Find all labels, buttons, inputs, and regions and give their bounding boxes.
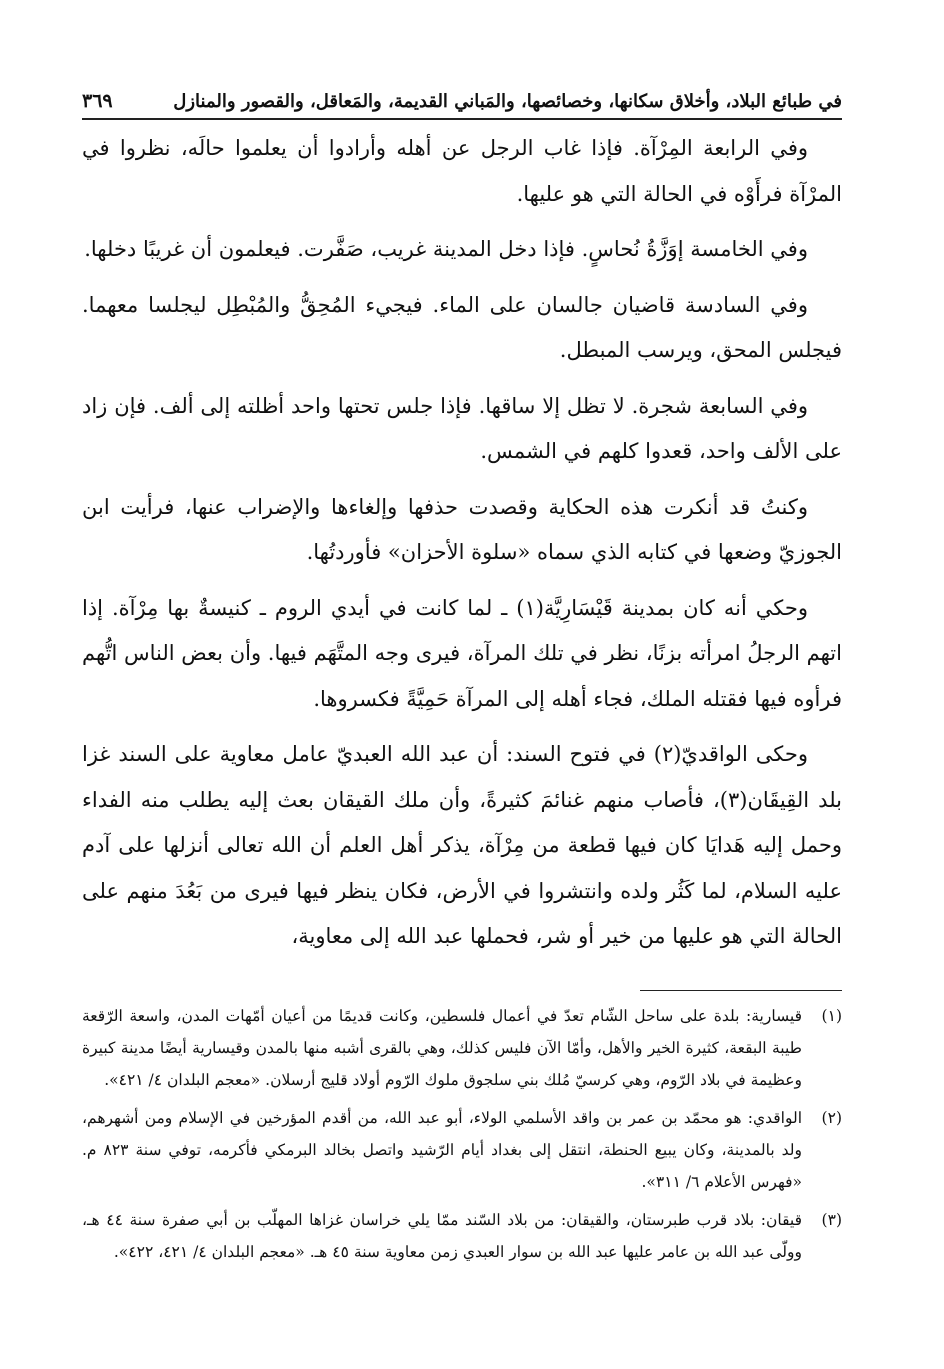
- footnote-separator: [640, 990, 842, 991]
- footnote: [82, 1204, 842, 1268]
- footnote-number: (٢): [821, 1109, 842, 1127]
- footnote-number: (٣): [821, 1211, 842, 1229]
- page-number: ٣٦٩: [82, 90, 113, 112]
- running-header: [82, 62, 842, 120]
- paragraph: وحكى الواقديّ(٢) في فتوح السند: أن عبد الله العبديّ عامل معاوية على السند غزا بلد القِيقَان(٣)، فأصاب منهم غنائمَ كثيرةً، وأن ملك القيقان بعث إليه يطلب منه الفداء وحمل إليه هَدايَا كان فيها قطعة من مِرْآة، يذكر أهل العلم أن الله تعالى أنزلها على آدم عليه السلام، لما كَثُر ولده وانتشروا في الأرض، فكان ينظر فيها فيرى من بَعُدَ منهم على الحالة التي هو عليها من خير أو شر، فحملها عبد الله إلى معاوية،: [82, 742, 843, 948]
- header-title: في طبائع البلاد، وأخلاق سكانها، وخصائصها، والمَباني القديمة، والمَعاقل، والقصور والمنازل: [173, 91, 842, 112]
- paragraph: وحكي أنه كان بمدينة قَيْسَارِيَّة(١) ـ لما كانت في أيدي الروم ـ كنيسةٌ بها مِرْآة. إذا اتهم الرجلُ امرأته بزنًا، نظر في تلك المرآة، فيرى وجه المتَّهَم فيها. وأن بعض الناس اتُّهم فرأوه فيها فقتله الملك، فجاء أهله إلى المرآة حَمِيَّةً فكسروها.: [82, 595, 842, 711]
- footnote-number: (١): [821, 1007, 842, 1025]
- paragraph: وفي السادسة قاضيان جالسان على الماء. فيجيء المُحِقُّ والمُبْطِل ليجلسا معهما. فيجلس المحق، ويرسب المبطل.: [82, 292, 842, 362]
- footnote: [82, 1102, 842, 1198]
- footnote-text: الواقدي: هو محمّد بن عمر بن واقد الأسلمي الولاء، أبو عبد الله، من أقدم المؤرخين في الإسلام ومن أشهرهم، ولد بالمدينة، وكان يبيع الحنطة، انتقل إلى بغداد أيام الرّشيد واتصل بخالد البرمكي فأكرمه، توفي سنة ٨٢٣ م. «فهرس الأعلام ٦/ ٣١١».: [82, 1109, 802, 1191]
- footnote-text: قيقان: بلاد قرب طبرستان، والقيقان: من بلاد السّند ممّا يلي خراسان غزاها المهلّب بن أبي صفرة سنة ٤٤ هـ، وولّى عبد الله بن عامر عليها عبد الله بن سوار العبدي زمن معاوية سنة ٤٥ هـ. «معجم البلدان ٤/ ٤٢١، ٤٢٢».: [82, 1211, 802, 1261]
- paragraph: وكنتُ قد أنكرت هذه الحكاية وقصدت حذفها وإلغاءها والإضراب عنها، فرأيت ابن الجوزيّ وضعها في كتابه الذي سماه «سلوة الأحزان» فأوردتُها.: [82, 494, 842, 564]
- paragraph: وفي السابعة شجرة. لا تظل إلا ساقها. فإذا جلس تحتها واحد أظلته إلى ألف. فإن زاد على الألف واحد، قعدوا كلهم في الشمس.: [82, 393, 842, 463]
- footnotes: [82, 1000, 842, 1274]
- footnote-text: قيسارية: بلدة على ساحل الشّام تعدّ في أعمال فلسطين، وكانت قديمًا من أعيان أمّهات المدن، واسعة الرّقعة طيبة البقعة، كثيرة الخير والأهل، وأمّا الآن فليس كذلك، وهي بالقرى أشبه منها بالمدن وقيسارية أيضًا مدينة كبيرة وعظيمة في بلاد الرّوم، وهي كرسيّ مُلك بني سلجوق ملوك الرّوم أولاد قليج أرسلان. «معجم البلدان ٤/ ٤٢١».: [82, 1007, 802, 1089]
- paragraph: وفي الرابعة المِرْآة. فإذا غاب الرجل عن أهله وأرادوا أن يعلموا حالَه، نظروا في المرْآة فرأَوْه في الحالة التي هو عليها.: [82, 136, 842, 206]
- main-text: [82, 126, 842, 970]
- paragraph: وفي الخامسة إوَزَّةُ نُحاسٍ. فإذا دخل المدينة غريب، صَفَّرت. فيعلمون أن غريبًا دخلها.: [84, 237, 808, 261]
- footnote: [82, 1000, 842, 1096]
